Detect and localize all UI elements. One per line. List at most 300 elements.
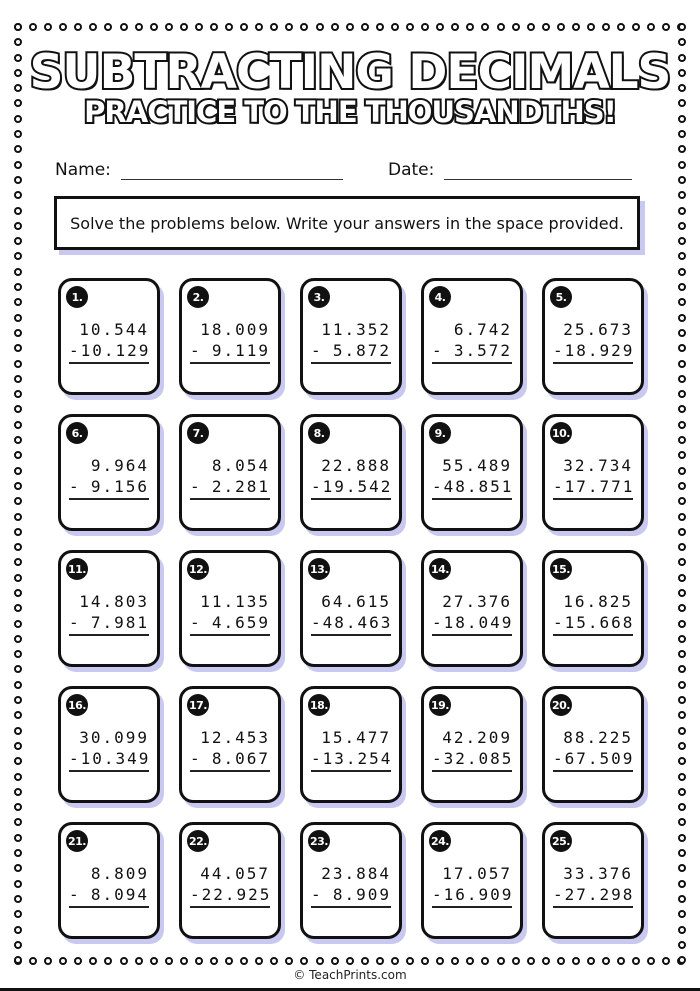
subtraction-problem [432, 863, 512, 938]
border-dot [210, 23, 218, 31]
problem-card[interactable] [300, 550, 402, 667]
border-dot [542, 957, 550, 965]
date-line[interactable] [444, 163, 632, 180]
problem-card[interactable] [58, 686, 160, 803]
border-dot [678, 757, 686, 765]
problem-card[interactable] [542, 822, 644, 939]
border-dot [14, 237, 22, 245]
border-dot [14, 558, 22, 566]
border-dot [180, 23, 188, 31]
border-dot [14, 773, 22, 781]
problem-card[interactable] [300, 278, 402, 395]
minuend-value: 12.453 [200, 728, 270, 747]
border-dot [316, 23, 324, 31]
border-dot [150, 23, 158, 31]
border-dot [195, 23, 203, 31]
border-dot [632, 23, 640, 31]
answer-space[interactable] [553, 772, 633, 802]
border-dot [527, 23, 535, 31]
problem-number-badge: 17. [187, 694, 209, 716]
border-dot [678, 620, 686, 628]
border-dot [678, 604, 686, 612]
minus-sign: - [311, 477, 323, 496]
minuend [311, 863, 391, 884]
subtrahend-value: 16.909 [443, 885, 514, 904]
border-dot [14, 222, 22, 230]
date-field[interactable] [388, 160, 632, 180]
minus-sign: - [432, 749, 444, 768]
problem-number-badge: 13. [308, 558, 330, 580]
border-dot [678, 405, 686, 413]
border-dot [678, 834, 686, 842]
name-line[interactable] [121, 163, 343, 180]
minuend-value: 11.352 [321, 320, 391, 339]
problem-card[interactable] [58, 822, 160, 939]
minuend-value: 11.135 [200, 592, 270, 611]
border-dot [14, 298, 22, 306]
border-dot [662, 23, 670, 31]
border-dot [436, 23, 444, 31]
border-dot [678, 788, 686, 796]
border-dot [270, 23, 278, 31]
answer-space[interactable] [553, 500, 633, 530]
subtrahend-value: 10.129 [80, 341, 151, 360]
subtraction-problem [553, 591, 633, 666]
border-dot [678, 910, 686, 918]
minuend-value: 27.376 [442, 592, 512, 611]
answer-space[interactable] [432, 772, 512, 802]
border-dot [150, 957, 158, 965]
answer-space[interactable] [69, 908, 149, 938]
border-dot [14, 329, 22, 337]
subtrahend [311, 340, 391, 364]
border-dot [678, 635, 686, 643]
border-dot [678, 711, 686, 719]
minuend-value: 8.809 [90, 864, 149, 883]
border-dot [678, 161, 686, 169]
border-dot [14, 681, 22, 689]
border-dot [678, 513, 686, 521]
border-dot [14, 910, 22, 918]
border-dot [14, 497, 22, 505]
border-dot [678, 543, 686, 551]
minuend-value: 14.803 [79, 592, 149, 611]
answer-space[interactable] [69, 364, 149, 394]
problem-card[interactable] [421, 414, 523, 531]
border-dot [14, 207, 22, 215]
border-dot [376, 23, 384, 31]
border-dot [14, 191, 22, 199]
subtrahend-value: 4.659 [211, 613, 270, 632]
minuend [553, 455, 633, 476]
answer-space[interactable] [69, 500, 149, 530]
subtraction-problem [553, 863, 633, 938]
subtrahend [69, 612, 149, 636]
answer-space[interactable] [553, 636, 633, 666]
subtrahend [190, 884, 270, 908]
subtrahend-value: 13.254 [322, 749, 393, 768]
answer-space[interactable] [311, 364, 391, 394]
dotted-border-right [678, 23, 686, 965]
border-dot [678, 864, 686, 872]
border-dot [678, 497, 686, 505]
border-dot [14, 130, 22, 138]
subtraction-problem [553, 455, 633, 530]
border-dot [451, 23, 459, 31]
problem-card[interactable] [58, 414, 160, 531]
border-dot [678, 451, 686, 459]
border-dot [14, 849, 22, 857]
border-dot [14, 880, 22, 888]
minus-sign: - [69, 749, 81, 768]
border-dot [14, 941, 22, 949]
border-dot [14, 176, 22, 184]
answer-space[interactable] [311, 500, 391, 530]
subtrahend [190, 612, 270, 636]
problem-grid [58, 278, 644, 939]
minuend [432, 863, 512, 884]
border-dot [678, 773, 686, 781]
answer-space[interactable] [432, 908, 512, 938]
border-dot [678, 956, 686, 964]
problem-card[interactable] [300, 822, 402, 939]
border-dot [678, 926, 686, 934]
subtrahend [69, 884, 149, 908]
border-dot [678, 268, 686, 276]
border-dot [376, 957, 384, 965]
border-dot [542, 23, 550, 31]
border-dot [678, 360, 686, 368]
minuend [190, 591, 270, 612]
minus-sign: - [311, 749, 323, 768]
border-dot [678, 23, 686, 31]
subtrahend-value: 3.572 [453, 341, 512, 360]
answer-space[interactable] [553, 364, 633, 394]
border-dot [285, 957, 293, 965]
border-dot [557, 23, 565, 31]
subtrahend-value: 48.851 [443, 477, 514, 496]
page-subtitle: PRACTICE TO THE THOUSANDTHS! [84, 95, 616, 129]
subtrahend-value: 15.668 [564, 613, 635, 632]
border-dot [14, 803, 22, 811]
border-dot [617, 957, 625, 965]
problem-number-badge: 20. [550, 694, 572, 716]
subtraction-problem [432, 591, 512, 666]
minuend-value: 10.544 [79, 320, 149, 339]
subtraction-problem [311, 455, 391, 530]
problem-card[interactable] [300, 414, 402, 531]
minus-sign: - [553, 341, 565, 360]
subtrahend [311, 476, 391, 500]
border-dot [14, 38, 22, 46]
subtrahend-value: 8.909 [332, 885, 391, 904]
problem-card[interactable] [421, 278, 523, 395]
problem-number-badge: 22. [187, 830, 209, 852]
subtrahend-value: 8.067 [211, 749, 270, 768]
minuend-value: 25.673 [563, 320, 633, 339]
problem-card[interactable] [421, 550, 523, 667]
answer-space[interactable] [311, 908, 391, 938]
problem-number-badge: 15. [550, 558, 572, 580]
answer-space[interactable] [69, 772, 149, 802]
minuend [311, 727, 391, 748]
border-dot [14, 589, 22, 597]
border-dot [225, 957, 233, 965]
border-dot [14, 23, 22, 31]
minuend [553, 591, 633, 612]
border-dot [14, 788, 22, 796]
problem-card[interactable] [542, 278, 644, 395]
problem-number-badge: 12. [187, 558, 209, 580]
answer-space[interactable] [69, 636, 149, 666]
border-dot [602, 23, 610, 31]
problem-number-badge: 8. [308, 422, 330, 444]
border-dot [29, 957, 37, 965]
border-dot [587, 23, 595, 31]
border-dot [481, 23, 489, 31]
border-dot [602, 957, 610, 965]
subtraction-problem [553, 727, 633, 802]
border-dot [195, 957, 203, 965]
border-dot [104, 957, 112, 965]
page-title: SUBTRACTING DECIMALS [29, 45, 671, 100]
border-dot [678, 665, 686, 673]
name-field[interactable] [55, 160, 343, 180]
answer-space[interactable] [190, 636, 270, 666]
subtraction-problem [190, 591, 270, 666]
border-dot [44, 23, 52, 31]
border-dot [678, 895, 686, 903]
border-dot [481, 957, 489, 965]
answer-space[interactable] [432, 636, 512, 666]
minus-sign: - [432, 885, 444, 904]
subtrahend [432, 612, 512, 636]
minuend [69, 319, 149, 340]
minuend [553, 863, 633, 884]
border-dot [74, 23, 82, 31]
subtrahend-value: 10.349 [80, 749, 151, 768]
problem-card[interactable] [542, 550, 644, 667]
border-dot [527, 957, 535, 965]
subtrahend-value: 27.298 [564, 885, 635, 904]
border-dot [678, 742, 686, 750]
minus-sign: - [432, 341, 444, 360]
border-dot [14, 344, 22, 352]
answer-space[interactable] [190, 908, 270, 938]
minus-sign: - [190, 477, 202, 496]
border-dot [240, 957, 248, 965]
border-dot [14, 620, 22, 628]
border-dot [14, 482, 22, 490]
answer-space[interactable] [432, 500, 512, 530]
problem-card[interactable] [179, 278, 281, 395]
subtraction-problem [311, 319, 391, 394]
subtrahend-value: 7.981 [90, 613, 149, 632]
answer-space[interactable] [553, 908, 633, 938]
problem-card[interactable] [300, 686, 402, 803]
subtraction-problem [311, 727, 391, 802]
problem-card[interactable] [58, 278, 160, 395]
minus-sign: - [553, 477, 565, 496]
border-dot [391, 23, 399, 31]
border-dot [14, 926, 22, 934]
problem-number-badge: 19. [429, 694, 451, 716]
border-dot [165, 23, 173, 31]
problem-number-badge: 16. [66, 694, 88, 716]
minus-sign: - [69, 885, 81, 904]
border-dot [678, 283, 686, 291]
subtraction-problem [69, 863, 149, 938]
minus-sign: - [311, 885, 323, 904]
border-dot [316, 957, 324, 965]
border-dot [391, 957, 399, 965]
subtrahend-value: 22.925 [201, 885, 272, 904]
problem-number-badge: 3. [308, 286, 330, 308]
subtrahend-value: 32.085 [443, 749, 514, 768]
minuend-value: 17.057 [442, 864, 512, 883]
problem-card[interactable] [58, 550, 160, 667]
border-dot [346, 957, 354, 965]
border-dot [89, 957, 97, 965]
border-dot [678, 252, 686, 260]
problem-card[interactable] [542, 686, 644, 803]
border-dot [678, 650, 686, 658]
subtrahend [553, 612, 633, 636]
border-dot [14, 528, 22, 536]
border-dot [225, 23, 233, 31]
border-dot [89, 23, 97, 31]
problem-card[interactable] [179, 686, 281, 803]
answer-space[interactable] [311, 636, 391, 666]
subtraction-problem [190, 319, 270, 394]
border-dot [331, 23, 339, 31]
minuend-value: 64.615 [321, 592, 391, 611]
border-dot [361, 957, 369, 965]
subtrahend-value: 5.872 [332, 341, 391, 360]
border-dot [678, 880, 686, 888]
subtrahend-value: 48.463 [322, 613, 393, 632]
problem-number-badge: 23. [308, 830, 330, 852]
border-dot [14, 436, 22, 444]
minus-sign: - [553, 613, 565, 632]
border-dot [14, 314, 22, 322]
answer-space[interactable] [190, 364, 270, 394]
border-dot [14, 895, 22, 903]
problem-card[interactable] [421, 686, 523, 803]
subtraction-problem [553, 319, 633, 394]
minus-sign: - [432, 477, 444, 496]
border-dot [572, 957, 580, 965]
subtrahend-value: 9.156 [90, 477, 149, 496]
border-dot [678, 207, 686, 215]
border-dot [678, 574, 686, 582]
minus-sign: - [69, 341, 81, 360]
border-dot [617, 23, 625, 31]
border-dot [255, 23, 263, 31]
minus-sign: - [190, 749, 202, 768]
border-dot [14, 727, 22, 735]
minus-sign: - [69, 477, 81, 496]
minus-sign: - [311, 341, 323, 360]
minuend-value: 16.825 [563, 592, 633, 611]
border-dot [180, 957, 188, 965]
border-dot [678, 375, 686, 383]
minuend-value: 30.099 [79, 728, 149, 747]
problem-card[interactable] [179, 414, 281, 531]
border-dot [135, 23, 143, 31]
border-dot [678, 849, 686, 857]
border-dot [29, 23, 37, 31]
border-dot [678, 298, 686, 306]
border-dot [587, 957, 595, 965]
problem-card[interactable] [542, 414, 644, 531]
border-dot [647, 957, 655, 965]
problem-number-badge: 18. [308, 694, 330, 716]
border-dot [255, 957, 263, 965]
border-dot [678, 727, 686, 735]
minuend [69, 727, 149, 748]
border-dot [59, 957, 67, 965]
problem-number-badge: 21. [66, 830, 88, 852]
minuend [69, 591, 149, 612]
problem-card[interactable] [421, 822, 523, 939]
dotted-border-top [14, 23, 686, 31]
minuend-value: 6.742 [453, 320, 512, 339]
problem-card[interactable] [179, 550, 281, 667]
subtraction-problem [190, 455, 270, 530]
subtrahend [311, 884, 391, 908]
answer-space[interactable] [311, 772, 391, 802]
minuend-value: 44.057 [200, 864, 270, 883]
border-dot [678, 237, 686, 245]
border-dot [300, 23, 308, 31]
answer-space[interactable] [432, 364, 512, 394]
border-dot [647, 23, 655, 31]
answer-space[interactable] [190, 500, 270, 530]
border-dot [572, 23, 580, 31]
border-dot [678, 329, 686, 337]
border-dot [120, 957, 128, 965]
border-dot [678, 176, 686, 184]
border-dot [14, 451, 22, 459]
border-dot [270, 957, 278, 965]
subtrahend [432, 340, 512, 364]
minuend [190, 727, 270, 748]
subtraction-problem [432, 455, 512, 530]
answer-space[interactable] [190, 772, 270, 802]
minuend-value: 88.225 [563, 728, 633, 747]
border-dot [14, 635, 22, 643]
border-dot [14, 818, 22, 826]
minuend [432, 455, 512, 476]
border-dot [120, 23, 128, 31]
instructions-box [54, 196, 640, 250]
minus-sign: - [311, 613, 323, 632]
subtrahend [190, 340, 270, 364]
problem-card[interactable] [179, 822, 281, 939]
subtrahend-value: 9.119 [211, 341, 270, 360]
border-dot [678, 145, 686, 153]
border-dot [14, 696, 22, 704]
subtrahend-value: 17.771 [564, 477, 635, 496]
problem-number-badge: 24. [429, 830, 451, 852]
border-dot [14, 956, 22, 964]
minuend-value: 8.054 [211, 456, 270, 475]
date-label: Date: [388, 160, 435, 180]
minuend [190, 319, 270, 340]
border-dot [361, 23, 369, 31]
minus-sign: - [190, 341, 202, 360]
